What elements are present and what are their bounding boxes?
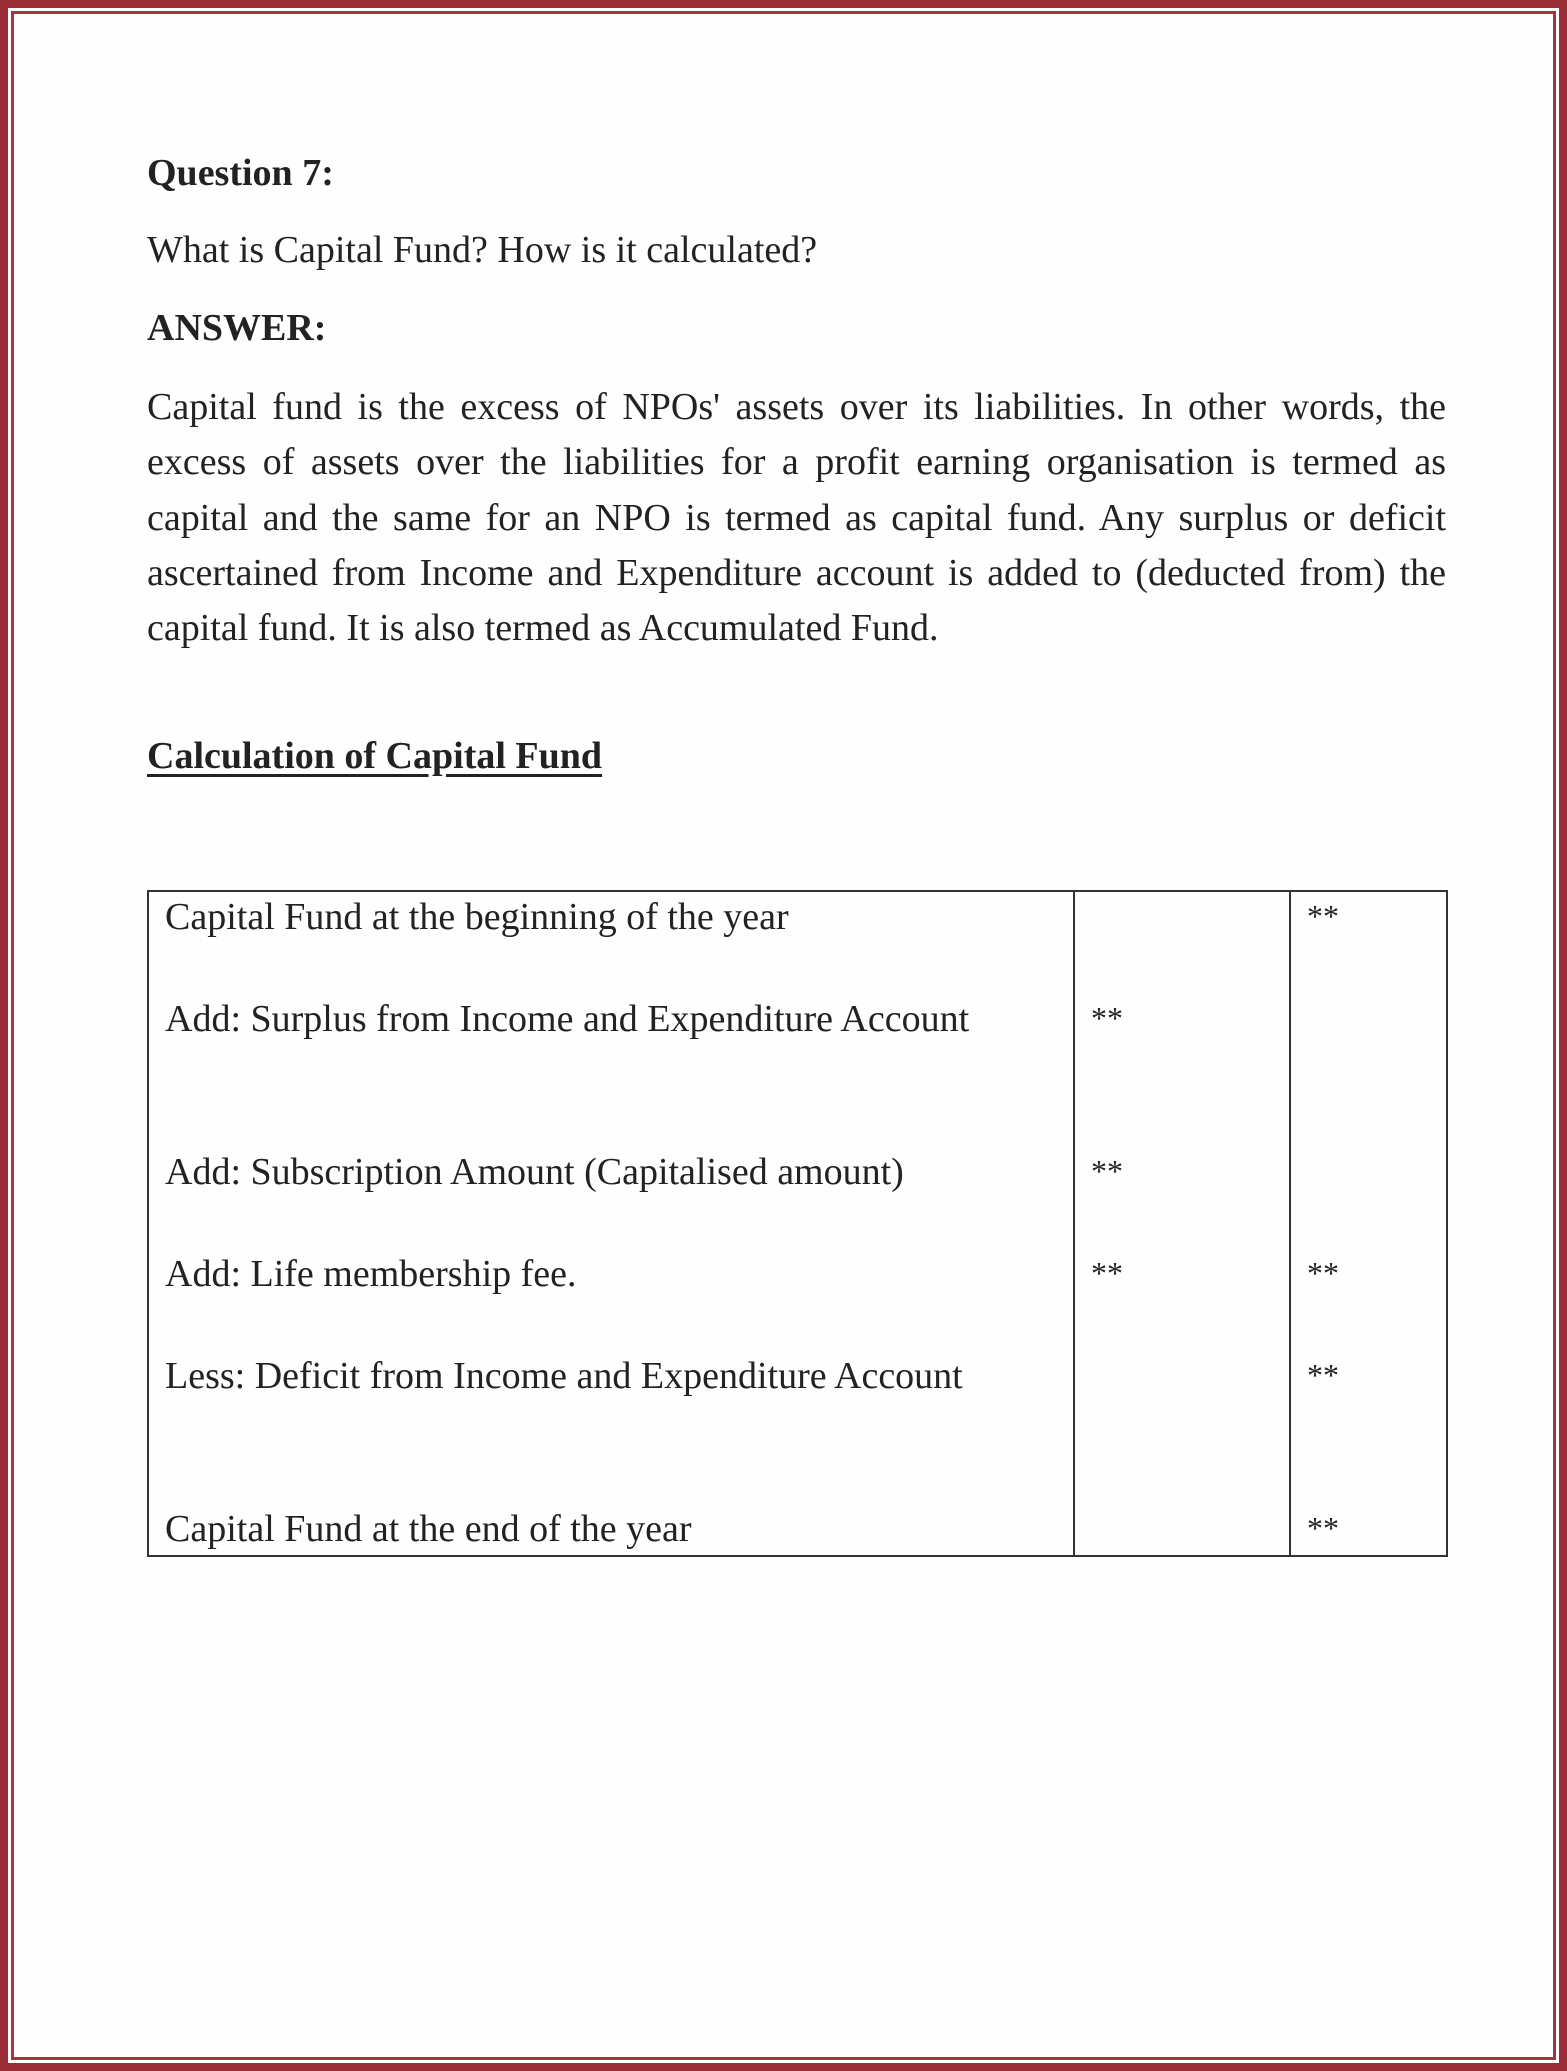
row-label: Add: Life membership fee. — [165, 1253, 577, 1295]
table-row — [149, 994, 1446, 1147]
row-total: ** — [1307, 1357, 1339, 1393]
row-amount: ** — [1075, 994, 1291, 1147]
row-label: Add: Surplus from Income and Expenditure Account — [165, 998, 970, 1040]
row-amount — [1075, 892, 1291, 994]
row-total: ** — [1307, 1510, 1339, 1546]
answer-paragraph: Capital fund is the excess of NPOs' assets over its liabilities. In other words, the excess of assets over the liabilities for a profit earning organisation is termed as capital and the same for an NPO is termed as capital fund. Any surplus or deficit ascertained from Income and Expenditure account is added to (deducted from) the capital fund. It is also termed as Accumulated Fund. — [147, 386, 1446, 650]
answer-label: ANSWER: — [147, 307, 327, 349]
row-amount — [1075, 1504, 1291, 1555]
table-row — [149, 1249, 1446, 1351]
row-total: ** — [1307, 1255, 1339, 1291]
table-row — [149, 1351, 1446, 1504]
page — [11, 11, 1556, 2060]
row-amount: ** — [1075, 1147, 1291, 1249]
row-amount: ** — [1075, 1249, 1291, 1351]
capital-fund-table — [147, 890, 1448, 1557]
row-label: Capital Fund at the end of the year — [165, 1508, 692, 1550]
row-label: Less: Deficit from Income and Expenditure Account — [165, 1355, 963, 1397]
question-title: Question 7: — [147, 152, 334, 194]
row-label: Capital Fund at the beginning of the year — [165, 896, 789, 938]
table-row — [149, 1504, 1446, 1555]
question-text: What is Capital Fund? How is it calculated? — [147, 229, 818, 271]
row-total — [1291, 994, 1446, 1147]
row-total: ** — [1307, 898, 1339, 934]
row-amount — [1075, 1351, 1291, 1504]
table-row — [149, 1147, 1446, 1249]
table-row — [149, 892, 1446, 994]
row-total — [1291, 1147, 1446, 1249]
row-label: Add: Subscription Amount (Capitalised amount) — [165, 1151, 904, 1193]
section-heading: Calculation of Capital Fund — [147, 735, 603, 777]
